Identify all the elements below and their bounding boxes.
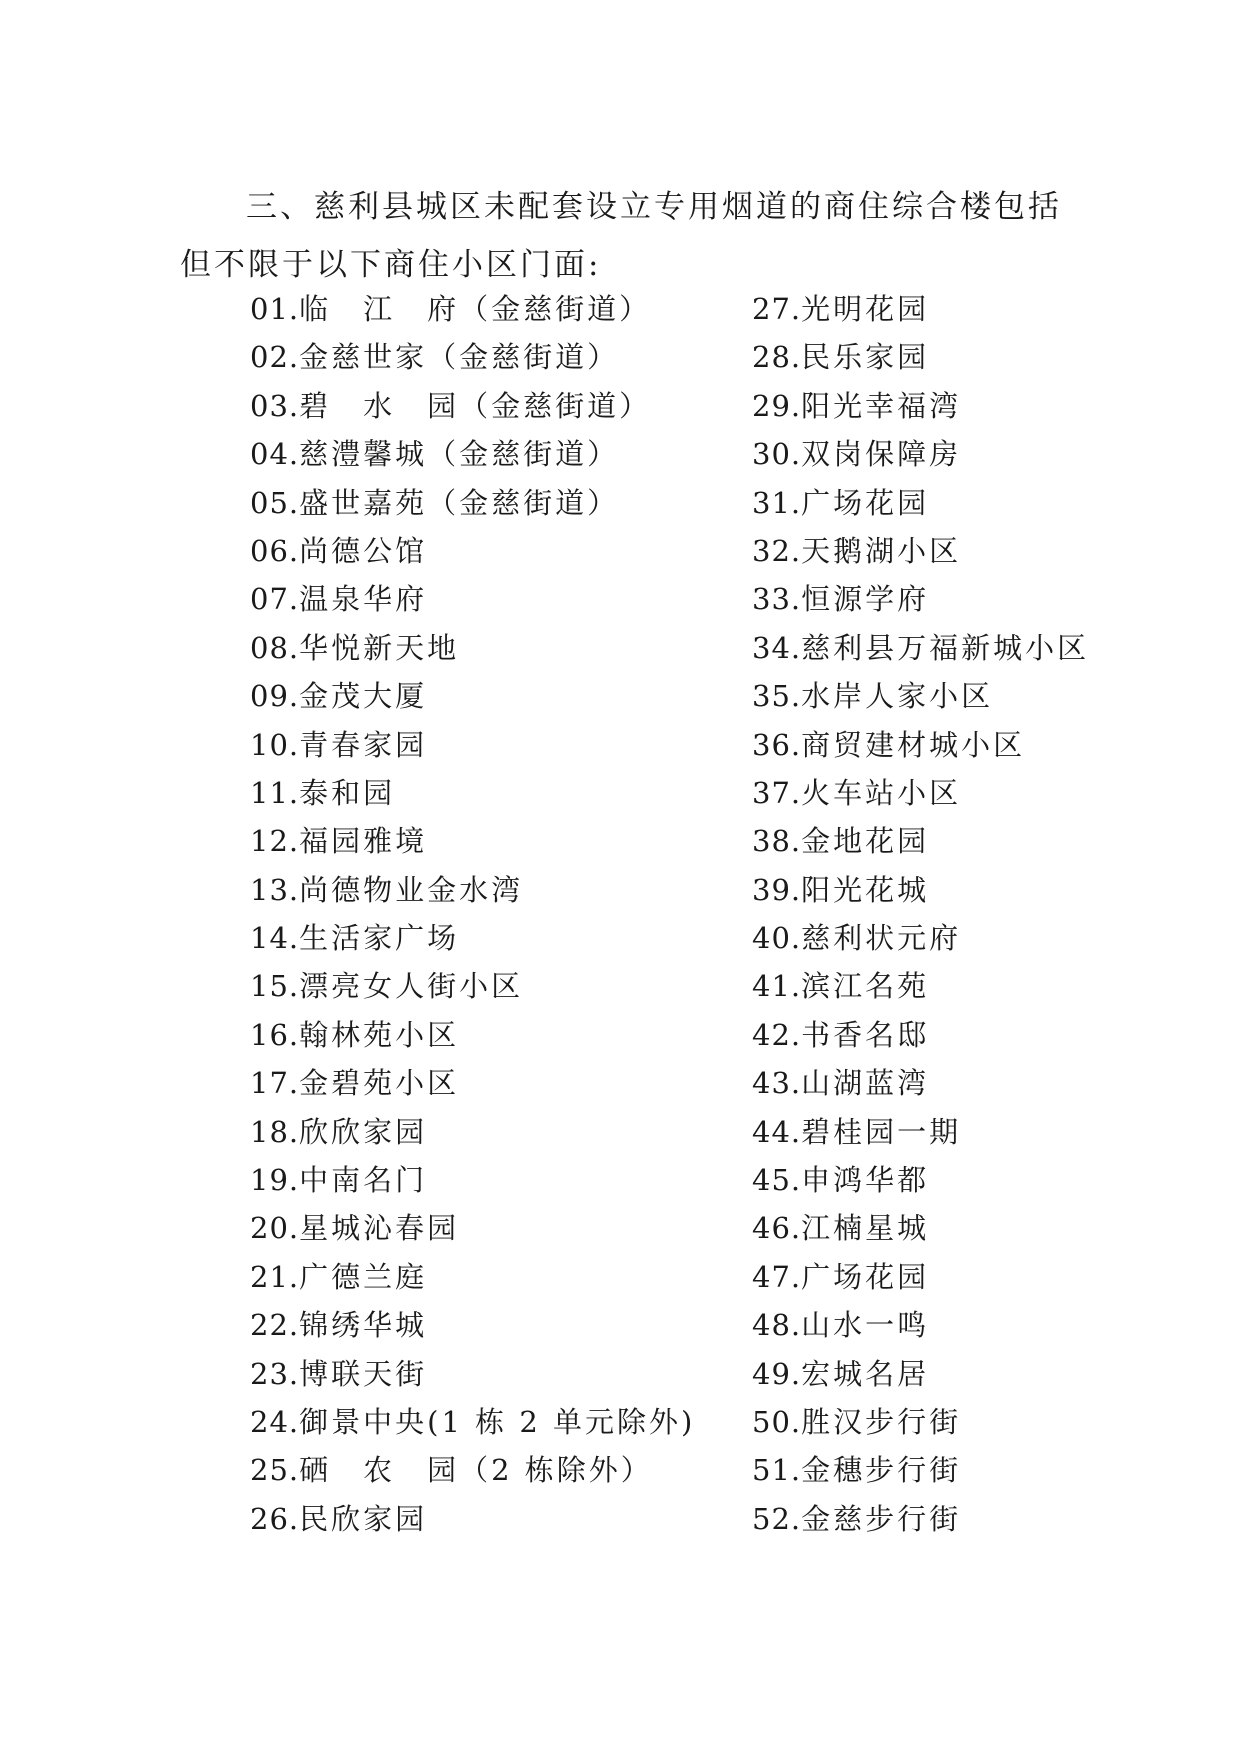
list-item: 34.慈利县万福新城小区 [752, 630, 1090, 665]
intro-paragraph: 三、慈利县城区未配套设立专用烟道的商住综合楼包括但不限于以下商住小区门面: [180, 189, 1062, 283]
list-item: 12.福园雅境 [250, 824, 428, 859]
list-right-column [752, 285, 1172, 1543]
list-item: 46.江楠星城 [752, 1211, 930, 1246]
list-item: 08.华悦新天地 [250, 630, 460, 665]
list-item: 02.金慈世家（金慈街道） [250, 340, 620, 375]
list-left-column [250, 285, 720, 1543]
list-item: 50.胜汉步行街 [752, 1404, 962, 1439]
list-item: 30.双岗保障房 [752, 437, 962, 472]
list-item: 06.尚德公馆 [250, 533, 428, 568]
list-item: 15.漂亮女人街小区 [250, 969, 524, 1004]
list-item: 35.水岸人家小区 [752, 679, 994, 714]
list-item: 16.翰林苑小区 [250, 1017, 460, 1052]
list-item: 29.阳光幸福湾 [752, 388, 962, 423]
list-item: 07.温泉华府 [250, 582, 428, 617]
list-item: 36.商贸建材城小区 [752, 727, 1026, 762]
list-item: 42.书香名邸 [752, 1017, 930, 1052]
list-item: 04.慈澧馨城（金慈街道） [250, 437, 620, 472]
list-item: 38.金地花园 [752, 824, 930, 859]
list-item: 51.金穗步行街 [752, 1453, 962, 1488]
list-item: 03.碧 水 园（金慈街道） [250, 388, 652, 423]
list-item: 39.阳光花城 [752, 872, 930, 907]
list-item: 43.山湖蓝湾 [752, 1066, 930, 1101]
list-item: 13.尚德物业金水湾 [250, 872, 524, 907]
list-item: 19.中南名门 [250, 1163, 428, 1198]
list-item: 10.青春家园 [250, 727, 428, 762]
list-item: 26.民欣家园 [250, 1501, 428, 1536]
list-item: 45.申鸿华都 [752, 1163, 930, 1198]
list-item: 18.欣欣家园 [250, 1114, 428, 1149]
list-item: 32.天鹅湖小区 [752, 533, 962, 568]
list-item: 20.星城沁春园 [250, 1211, 460, 1246]
list-item: 25.硒 农 园（2 栋除外） [250, 1453, 653, 1488]
list-item: 11.泰和园 [250, 775, 396, 810]
list-item: 41.滨江名苑 [752, 969, 930, 1004]
list-item: 48.山水一鸣 [752, 1308, 930, 1343]
list-item: 52.金慈步行街 [752, 1501, 962, 1536]
list-item: 05.盛世嘉苑（金慈街道） [250, 485, 620, 520]
list-item: 27.光明花园 [752, 292, 930, 326]
list-item: 23.博联天街 [250, 1356, 428, 1391]
list-item: 21.广德兰庭 [250, 1259, 428, 1294]
list-item: 24.御景中央(1 栋 2 单元除外) [250, 1404, 696, 1439]
list-item: 17.金碧苑小区 [250, 1066, 460, 1101]
list-item: 47.广场花园 [752, 1259, 930, 1294]
list-item: 22.锦绣华城 [250, 1308, 428, 1343]
list-item: 31.广场花园 [752, 485, 930, 520]
list-item: 44.碧桂园一期 [752, 1114, 962, 1149]
list-item: 01.临 江 府（金慈街道） [250, 292, 652, 326]
list-item: 40.慈利状元府 [752, 921, 962, 956]
list-item: 37.火车站小区 [752, 775, 962, 810]
list-item: 14.生活家广场 [250, 921, 460, 956]
list-item: 28.民乐家园 [752, 340, 930, 375]
list-item: 33.恒源学府 [752, 582, 930, 617]
list-item: 09.金茂大厦 [250, 679, 428, 714]
list-item: 49.宏城名居 [752, 1356, 930, 1391]
